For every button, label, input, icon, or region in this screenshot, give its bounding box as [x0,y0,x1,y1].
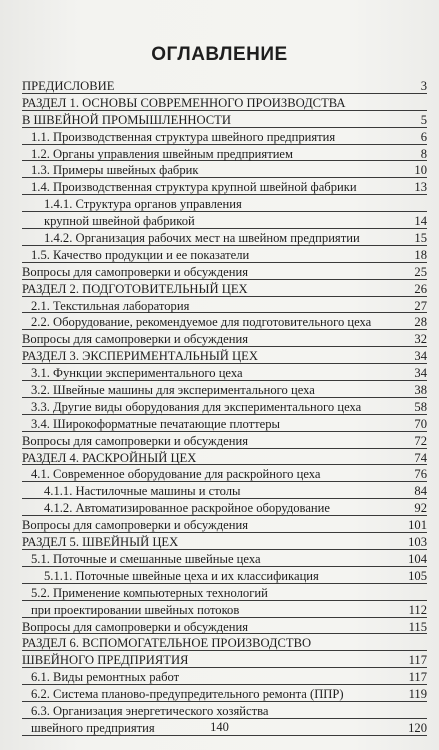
toc-entry-title: 3.3. Другие виды оборудования для экспериментального цеха [31,399,362,414]
toc-entry [22,399,427,416]
toc-entry-title: Вопросы для самопроверки и обсуждения [22,264,248,279]
toc-entry-title: Вопросы для самопроверки и обсуждения [22,518,248,533]
toc-entry-title: 1.3. Примеры швейных фабрик [31,163,199,178]
toc-entry [22,264,427,281]
toc-entry-page: 104 [408,551,427,566]
toc-entry-title: Вопросы для самопроверки и обсуждения [22,619,248,634]
toc-entry-title: 4.1.2. Автоматизированное раскройное оборудование [44,501,330,516]
toc-entry-page: 38 [414,383,427,398]
toc-entry [22,179,427,196]
toc-entry-page: 101 [408,518,427,533]
toc-entry [22,129,427,146]
toc-entry-page: 105 [408,568,427,583]
toc-entry [22,568,427,585]
toc-entry [22,534,427,551]
toc-entry [22,517,427,534]
toc-entry [22,450,427,467]
toc-entry-title: при проектировании швейных потоков [31,602,240,617]
toc-entry-page: 28 [414,315,427,330]
toc-entry-title: РАЗДЕЛ 3. ЭКСПЕРИМЕНТАЛЬНЫЙ ЦЕХ [22,349,258,364]
toc-entry-title: Вопросы для самопроверки и обсуждения [22,433,248,448]
toc-entry-page: 34 [414,349,427,364]
toc-entry-page: 3 [420,79,427,93]
toc-entry [22,348,427,365]
toc-entry-page: 72 [414,433,427,448]
page-title: ОГЛАВЛЕНИЕ [151,44,288,65]
toc-entry-title: РАЗДЕЛ 4. РАСКРОЙНЫЙ ЦЕХ [22,450,197,465]
toc-entry-page: 18 [414,247,427,262]
toc-entry-page: 8 [420,146,427,161]
toc-entry-title: 1.2. Органы управления швейным предприятием [31,146,293,161]
toc-entry [22,298,427,315]
table-of-contents [22,78,427,737]
toc-entry-title: швейного предприятия [31,720,155,735]
toc-entry [22,652,427,669]
toc-entry [22,585,427,602]
toc-entry [22,500,427,517]
toc-entry-title: РАЗДЕЛ 1. ОСНОВЫ СОВРЕМЕННОГО ПРОИЗВОДСТВА [22,95,346,110]
toc-entry-page: 15 [414,231,427,246]
toc-entry-page: 5 [420,112,427,127]
toc-entry [22,230,427,247]
toc-entry-page: 117 [408,670,427,685]
toc-entry [22,686,427,703]
toc-entry [22,146,427,163]
toc-entry [22,619,427,636]
toc-entry-title: В ШВЕЙНОЙ ПРОМЫШЛЕННОСТИ [22,112,231,127]
toc-entry-page: 34 [414,366,427,381]
toc-entry [22,416,427,433]
toc-entry-page: 115 [408,619,427,634]
toc-entry-page: 10 [414,163,427,178]
toc-entry [22,635,427,652]
toc-entry [22,602,427,619]
toc-entry [22,281,427,298]
toc-entry-title: 4.1.1. Настилочные машины и столы [44,484,241,499]
toc-entry-page: 70 [414,416,427,431]
toc-entry-page: 119 [408,687,427,702]
toc-entry-title: РАЗДЕЛ 5. ШВЕЙНЫЙ ЦЕХ [22,535,179,550]
toc-entry [22,466,427,483]
toc-entry-title: 1.4.1. Структура органов управления [44,197,242,212]
toc-entry-title: 6.3. Организация энергетического хозяйства [31,703,269,718]
toc-entry-title: 2.2. Оборудование, рекомендуемое для подготовительного цеха [31,315,372,330]
toc-entry [22,95,427,112]
toc-entry-page: 6 [420,129,427,144]
toc-entry-page: 58 [414,399,427,414]
toc-entry-page: 26 [414,281,427,296]
toc-entry [22,247,427,264]
toc-entry-title: 1.4. Производственная структура крупной швейной фабрики [31,180,357,195]
toc-entry-title: РАЗДЕЛ 6. ВСПОМОГАТЕЛЬНОЕ ПРОИЗВОДСТВО [22,636,312,651]
toc-entry [22,551,427,568]
toc-entry [22,382,427,399]
toc-entry-title: ШВЕЙНОГО ПРЕДПРИЯТИЯ [22,653,189,668]
toc-entry [22,669,427,686]
toc-entry [22,433,427,450]
toc-entry-title: РАЗДЕЛ 2. ПОДГОТОВИТЕЛЬНЫЙ ЦЕХ [22,281,248,296]
toc-entry-title: 5.2. Применение компьютерных технологий [31,585,268,600]
toc-entry-title: 1.5. Качество продукции и ее показатели [31,247,250,262]
toc-entry [22,162,427,179]
toc-entry [22,703,427,720]
toc-entry-page: 13 [414,180,427,195]
toc-entry [22,331,427,348]
toc-entry-page: 32 [414,332,427,347]
toc-entry-title: 3.1. Функции экспериментального цеха [31,366,243,381]
toc-entry-page: 74 [414,450,427,465]
toc-entry [22,213,427,230]
toc-entry-title: Вопросы для самопроверки и обсуждения [22,332,248,347]
toc-entry-title: 2.1. Текстильная лаборатория [31,298,190,313]
toc-entry-title: крупной швейной фабрикой [44,214,195,229]
toc-entry [22,196,427,213]
page-number: 140 [210,720,229,734]
toc-entry-page: 92 [414,501,427,516]
toc-entry-title: 3.2. Швейные машины для экспериментального цеха [31,383,315,398]
toc-entry-title: 6.1. Виды ремонтных работ [31,670,180,685]
toc-entry [22,483,427,500]
toc-entry [22,365,427,382]
toc-entry-title: 6.2. Система планово-предупредительного ремонта (ППР) [31,687,344,702]
toc-entry-page: 84 [414,484,427,499]
toc-entry-page: 117 [408,653,427,668]
toc-entry [22,78,427,95]
toc-entry-title: ПРЕДИСЛОВИЕ [22,79,115,93]
toc-entry-page: 27 [414,298,427,313]
toc-entry [22,112,427,129]
toc-entry-title: 4.1. Современное оборудование для раскройного цеха [31,467,321,482]
toc-entry-title: 1.1. Производственная структура швейного предприятия [31,129,336,144]
toc-entry [22,314,427,331]
toc-entry-page: 76 [414,467,427,482]
toc-entry-page: 112 [408,602,427,617]
toc-entry-page: 25 [414,264,427,279]
toc-entry-title: 5.1. Поточные и смешанные швейные цеха [31,551,261,566]
toc-entry-title: 5.1.1. Поточные швейные цеха и их классификация [44,568,319,583]
toc-entry-page: 120 [408,720,427,735]
toc-entry-title: 3.4. Широкоформатные печатающие плоттеры [31,416,280,431]
toc-entry-title: 1.4.2. Организация рабочих мест на швейном предприятии [44,231,360,246]
toc-entry-page: 14 [414,214,427,229]
toc-entry-page: 103 [408,535,427,550]
